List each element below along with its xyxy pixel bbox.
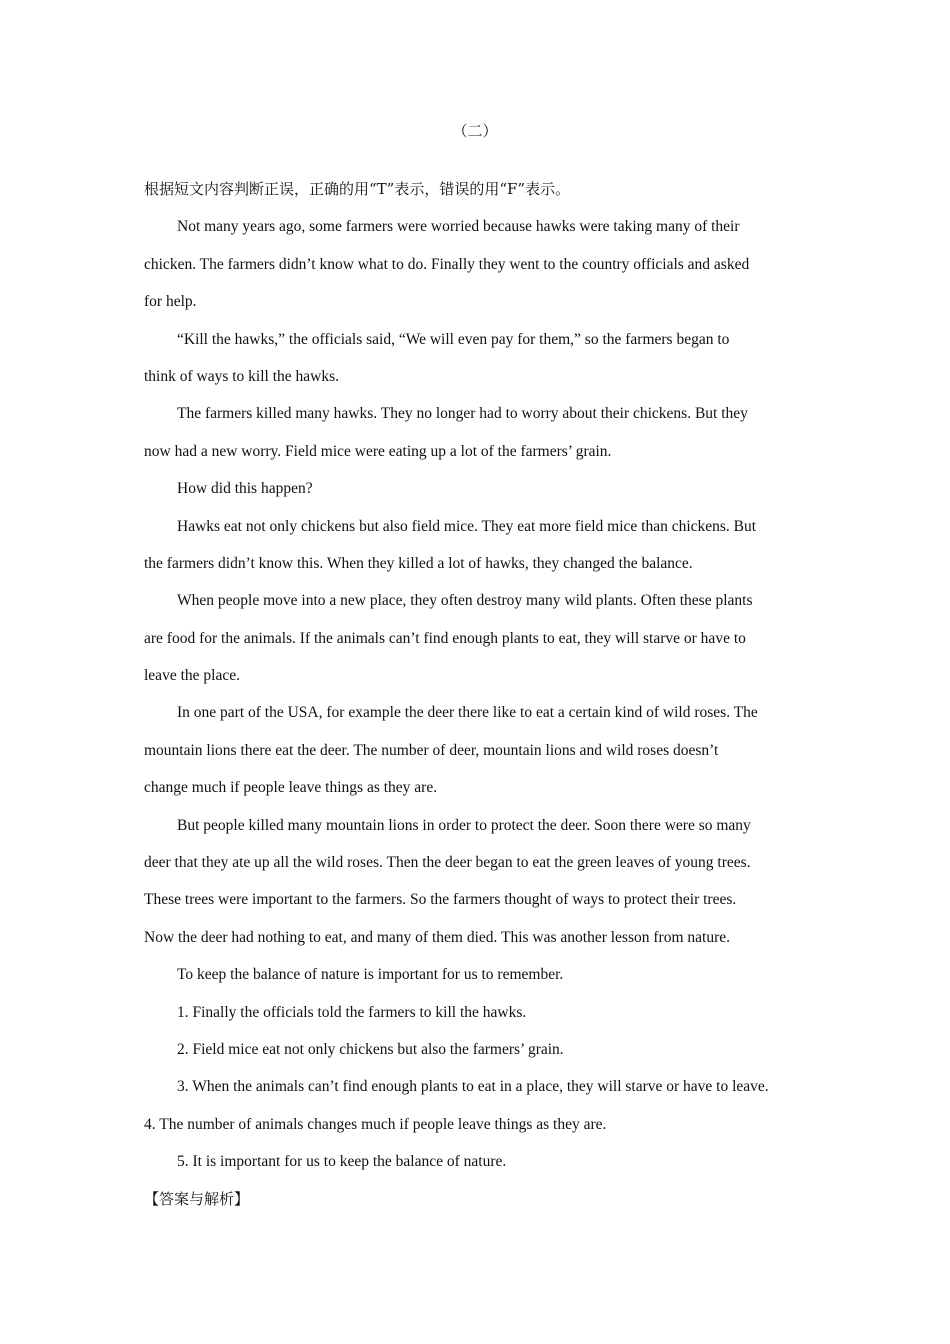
passage-line: leave the place. [144,667,240,685]
section-title: （二） [452,124,498,140]
passage-line: now had a new worry. Field mice were eating up a lot of the farmers’ grain. [144,442,612,460]
question-item: 1. Finally the officials told the farmers to kill the hawks. [177,1003,527,1021]
passage-line: Hawks eat not only chickens but also field mice. They eat more field mice than chickens. But [177,517,757,535]
passage-line: are food for the animals. If the animals can’t find enough plants to eat, they will starve or have to [144,629,746,647]
passage-line: the farmers didn’t know this. When they killed a lot of hawks, they changed the balance. [144,554,693,572]
passage-line: Not many years ago, some farmers were worried because hawks were taking many of their [177,218,740,236]
question-item: 4. The number of animals changes much if people leave things as they are. [144,1115,607,1133]
passage-line: How did this happen? [177,480,313,498]
passage-line: think of ways to kill the hawks. [144,367,340,385]
question-item: 3. When the animals can’t find enough plants to eat in a place, they will starve or have to leave. [177,1078,769,1096]
passage-line: chicken. The farmers didn’t know what to do. Finally they went to the country officials and asked [144,255,750,273]
document-content [144,171,824,1218]
passage [144,208,824,993]
passage-line: change much if people leave things as they are. [144,779,438,797]
passage-line: The farmers killed many hawks. They no longer had to worry about their chickens. But they [177,405,748,423]
passage-line: Now the deer had nothing to eat, and many of them died. This was another lesson from nature. [144,928,730,946]
passage-line: mountain lions there eat the deer. The number of deer, mountain lions and wild roses doesn’t [144,741,719,759]
question-item: 5. It is important for us to keep the balance of nature. [177,1153,507,1171]
passage-line: These trees were important to the farmers. So the farmers thought of ways to protect their trees. [144,891,737,909]
instruction-text: 根据短文内容判断正误，正确的用“T”表示，错误的用“F”表示。 [144,180,571,198]
passage-line: To keep the balance of nature is important for us to remember. [177,966,564,984]
question-list [144,994,824,1181]
passage-line: When people move into a new place, they often destroy many wild plants. Often these plants [177,592,753,610]
passage-line: “Kill the hawks,” the officials said, “We will even pay for them,” so the farmers began to [177,330,730,348]
passage-line: But people killed many mountain lions in order to protect the deer. Soon there were so many [177,816,751,834]
passage-line: In one part of the USA, for example the deer there like to eat a certain kind of wild roses. The [177,704,758,722]
passage-line: deer that they ate up all the wild roses. Then the deer began to eat the green leaves of young trees. [144,854,751,872]
question-item: 2. Field mice eat not only chickens but also the farmers’ grain. [177,1040,564,1058]
answer-heading: 【答案与解析】 [144,1189,250,1208]
passage-line: for help. [144,293,197,311]
